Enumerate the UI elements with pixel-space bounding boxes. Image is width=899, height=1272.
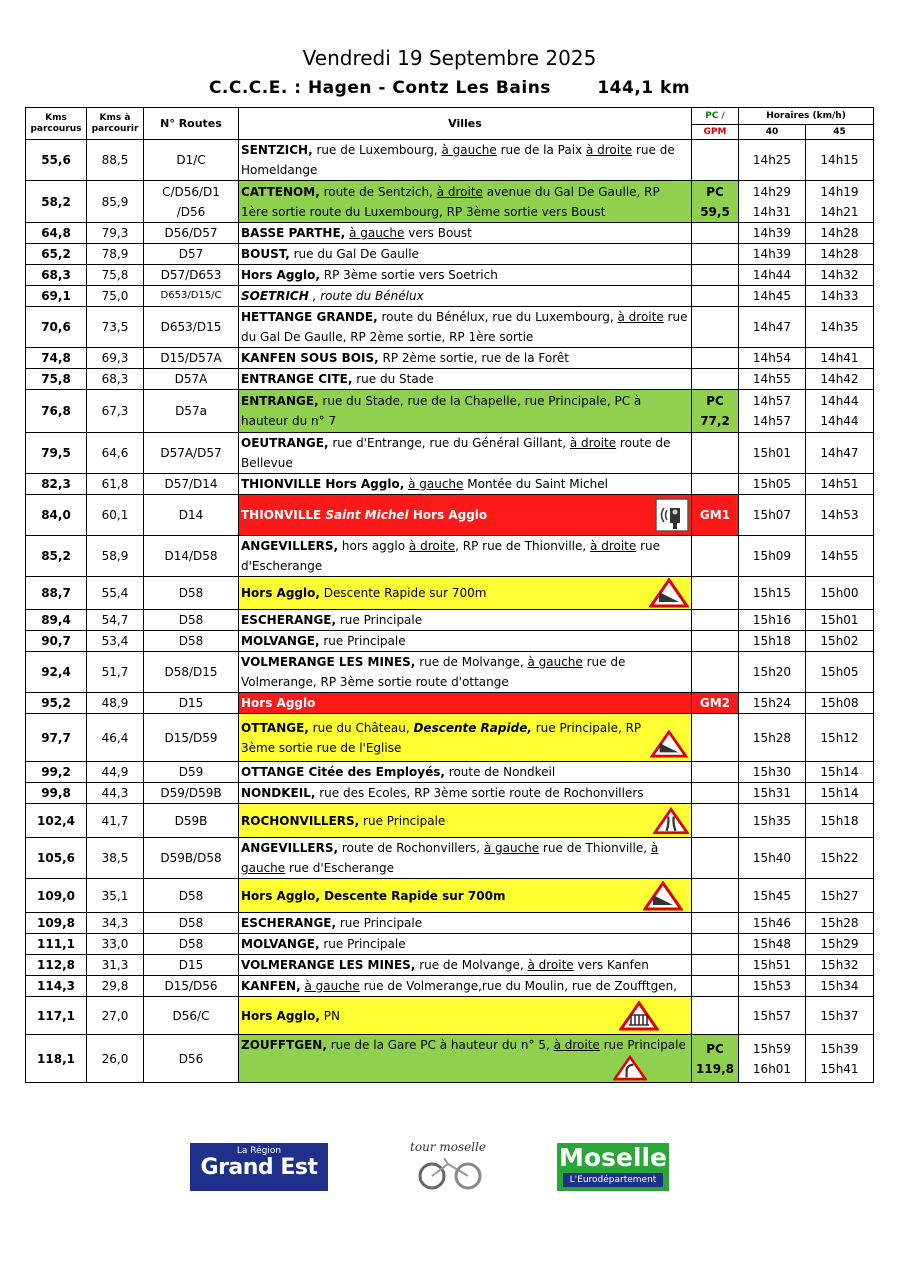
pc: [692, 307, 739, 348]
km-done: 70,6: [26, 307, 87, 348]
time-40: 15h01: [739, 433, 806, 474]
km-done: 90,7: [26, 631, 87, 652]
time-45: 14h55: [806, 536, 874, 577]
col-routes: N° Routes: [144, 108, 239, 140]
table-row: [26, 762, 874, 783]
time-40: 15h59 16h01: [739, 1035, 806, 1083]
col-villes: Villes: [239, 108, 692, 140]
km-left: 69,3: [87, 348, 144, 369]
time-45: 15h18: [806, 804, 874, 838]
pc: PC 77,2: [692, 390, 739, 433]
route: D57/D14: [144, 474, 239, 495]
km-left: 67,3: [87, 390, 144, 433]
route: D58/D15: [144, 652, 239, 693]
route: D59B: [144, 804, 239, 838]
ville: SOETRICH , route du Bénélux: [239, 286, 692, 307]
ville: MOLVANGE, rue Principale: [239, 934, 692, 955]
route: D15: [144, 955, 239, 976]
pc: [692, 244, 739, 265]
table-row: [26, 577, 874, 610]
km-left: 31,3: [87, 955, 144, 976]
route: D59/D59B: [144, 783, 239, 804]
pc: [692, 762, 739, 783]
col-kms-a-parcourir: Kms à parcourir: [87, 108, 144, 140]
time-40: 15h45: [739, 879, 806, 913]
level-crossing-sign-icon: [619, 1000, 659, 1032]
km-left: 58,9: [87, 536, 144, 577]
km-done: 99,8: [26, 783, 87, 804]
km-left: 41,7: [87, 804, 144, 838]
table-row: [26, 976, 874, 997]
pc: [692, 714, 739, 762]
table-row: [26, 879, 874, 913]
route: D58: [144, 577, 239, 610]
time-40: 14h44: [739, 265, 806, 286]
route: D57A: [144, 369, 239, 390]
table-row: [26, 286, 874, 307]
km-left: 55,4: [87, 577, 144, 610]
km-left: 44,3: [87, 783, 144, 804]
pc: [692, 223, 739, 244]
km-left: 64,6: [87, 433, 144, 474]
route: D15: [144, 693, 239, 714]
km-left: 73,5: [87, 307, 144, 348]
col-pc: PC /: [692, 108, 739, 125]
time-45: 15h28: [806, 913, 874, 934]
time-45: 15h37: [806, 997, 874, 1035]
ville: SENTZICH, rue de Luxembourg, à gauche rue de la Paix à droite rue de Homeldange: [239, 140, 692, 181]
pc: PC 59,5: [692, 181, 739, 223]
table-row: [26, 495, 874, 536]
pc: [692, 474, 739, 495]
pc: [692, 369, 739, 390]
ville: BASSE PARTHE, à gauche vers Boust: [239, 223, 692, 244]
km-done: 68,3: [26, 265, 87, 286]
time-40: 15h05: [739, 474, 806, 495]
ville: MOLVANGE, rue Principale: [239, 631, 692, 652]
route: D58: [144, 631, 239, 652]
table-row: [26, 474, 874, 495]
km-done: 55,6: [26, 140, 87, 181]
km-done: 82,3: [26, 474, 87, 495]
time-45: 14h35: [806, 307, 874, 348]
pc: [692, 286, 739, 307]
time-45: 14h41: [806, 348, 874, 369]
pc: PC 119,8: [692, 1035, 739, 1083]
time-40: 15h28: [739, 714, 806, 762]
pc: [692, 433, 739, 474]
col-gpm: GPM: [692, 125, 739, 140]
route-table: [25, 107, 874, 1083]
time-40: 15h35: [739, 804, 806, 838]
km-done: 88,7: [26, 577, 87, 610]
km-left: 29,8: [87, 976, 144, 997]
km-done: 75,8: [26, 369, 87, 390]
time-40: 15h40: [739, 838, 806, 879]
time-45: 14h19 14h21: [806, 181, 874, 223]
bicycle-icon: [398, 1154, 498, 1190]
table-row: [26, 140, 874, 181]
ville: HETTANGE GRANDE, route du Bénélux, rue du Luxembourg, à droite rue du Gal De Gaulle, RP 2ème sortie, RP 1ère sortie: [239, 307, 692, 348]
km-done: 111,1: [26, 934, 87, 955]
km-left: 34,3: [87, 913, 144, 934]
time-45: 15h29: [806, 934, 874, 955]
stage-title: [0, 78, 899, 98]
route: D59B/D58: [144, 838, 239, 879]
ville: Hors Agglo, Descente Rapide sur 700m: [239, 577, 692, 610]
ville: ESCHERANGE, rue Principale: [239, 913, 692, 934]
time-45: 15h12: [806, 714, 874, 762]
km-done: 92,4: [26, 652, 87, 693]
steep-descent-sign-icon: [649, 578, 689, 608]
time-45: 14h51: [806, 474, 874, 495]
time-45: 15h08: [806, 693, 874, 714]
km-done: 95,2: [26, 693, 87, 714]
km-done: 117,1: [26, 997, 87, 1035]
km-done: 114,3: [26, 976, 87, 997]
km-done: 76,8: [26, 390, 87, 433]
time-45: 15h32: [806, 955, 874, 976]
table-row: [26, 369, 874, 390]
ville: THIONVILLE Saint Michel Hors Agglo: [239, 495, 692, 536]
km-done: 65,2: [26, 244, 87, 265]
time-40: 15h18: [739, 631, 806, 652]
time-40: 14h47: [739, 307, 806, 348]
pc: GM1: [692, 495, 739, 536]
ville: VOLMERANGE LES MINES, rue de Molvange, à droite vers Kanfen: [239, 955, 692, 976]
table-row: [26, 244, 874, 265]
km-left: 68,3: [87, 369, 144, 390]
ville: ESCHERANGE, rue Principale: [239, 610, 692, 631]
km-left: 51,7: [87, 652, 144, 693]
table-row: [26, 223, 874, 244]
time-40: 15h07: [739, 495, 806, 536]
km-done: 85,2: [26, 536, 87, 577]
route: D15/D56: [144, 976, 239, 997]
km-done: 58,2: [26, 181, 87, 223]
route: D653/D15: [144, 307, 239, 348]
time-45: 15h02: [806, 631, 874, 652]
table-row: [26, 265, 874, 286]
route: D57: [144, 244, 239, 265]
route: D57a: [144, 390, 239, 433]
ville: THIONVILLE Hors Agglo, à gauche Montée du Saint Michel: [239, 474, 692, 495]
route: D59: [144, 762, 239, 783]
table-row: [26, 804, 874, 838]
km-done: 64,8: [26, 223, 87, 244]
stage-name: C.C.C.E. : Hagen - Contz Les Bains: [208, 78, 551, 98]
time-45: 14h33: [806, 286, 874, 307]
ville: ZOUFFTGEN, rue de la Gare PC à hauteur du n° 5, à droite rue Principale: [239, 1035, 692, 1083]
time-40: 15h20: [739, 652, 806, 693]
pc: [692, 631, 739, 652]
route: D56: [144, 1035, 239, 1083]
ville: OTTANGE Citée des Employés, route de Nondkeil: [239, 762, 692, 783]
tour-moselle-logo: tour moselle: [393, 1140, 503, 1196]
col-speed-45: 45: [806, 125, 874, 140]
km-done: 102,4: [26, 804, 87, 838]
table-row: [26, 838, 874, 879]
time-40: 14h39: [739, 244, 806, 265]
steep-descent-sign-icon: [649, 730, 689, 758]
time-45: 15h14: [806, 783, 874, 804]
time-40: 15h53: [739, 976, 806, 997]
route: D14: [144, 495, 239, 536]
ville: CATTENOM, route de Sentzich, à droite avenue du Gal De Gaulle, RP 1ère sortie route du Luxembourg, RP 3ème sortie vers Boust: [239, 181, 692, 223]
km-done: 105,6: [26, 838, 87, 879]
time-40: 14h39: [739, 223, 806, 244]
time-45: 15h22: [806, 838, 874, 879]
km-done: 69,1: [26, 286, 87, 307]
ville: NONDKEIL, rue des Ecoles, RP 3ème sortie route de Rochonvillers: [239, 783, 692, 804]
time-40: 15h57: [739, 997, 806, 1035]
ville: KANFEN, à gauche rue de Volmerange,rue du Moulin, rue de Zoufftgen,: [239, 976, 692, 997]
table-row: [26, 307, 874, 348]
km-done: 109,0: [26, 879, 87, 913]
ville: VOLMERANGE LES MINES, rue de Molvange, à gauche rue de Volmerange, RP 3ème sortie route d'ottange: [239, 652, 692, 693]
km-left: 60,1: [87, 495, 144, 536]
km-done: 84,0: [26, 495, 87, 536]
ville: BOUST, rue du Gal De Gaulle: [239, 244, 692, 265]
km-done: 89,4: [26, 610, 87, 631]
pc: [692, 140, 739, 181]
km-done: 112,8: [26, 955, 87, 976]
km-left: 33,0: [87, 934, 144, 955]
table-row: [26, 693, 874, 714]
time-45: 15h34: [806, 976, 874, 997]
pc: [692, 348, 739, 369]
route: D653/D15/C: [144, 286, 239, 307]
km-done: 118,1: [26, 1035, 87, 1083]
km-left: 53,4: [87, 631, 144, 652]
km-left: 35,1: [87, 879, 144, 913]
km-left: 75,0: [87, 286, 144, 307]
speed-camera-sign-icon: [655, 498, 689, 532]
km-done: 97,7: [26, 714, 87, 762]
table-row: [26, 652, 874, 693]
ville: Hors Agglo, Descente Rapide sur 700m: [239, 879, 692, 913]
route: D58: [144, 879, 239, 913]
pc: [692, 997, 739, 1035]
km-left: 46,4: [87, 714, 144, 762]
km-left: 75,8: [87, 265, 144, 286]
route: D15/D59: [144, 714, 239, 762]
route: D15/D57A: [144, 348, 239, 369]
route: D58: [144, 610, 239, 631]
pc: [692, 783, 739, 804]
pc: [692, 610, 739, 631]
time-40: 14h57 14h57: [739, 390, 806, 433]
pc: [692, 838, 739, 879]
table-row: [26, 610, 874, 631]
table-row: [26, 348, 874, 369]
km-left: 85,9: [87, 181, 144, 223]
time-45: 15h05: [806, 652, 874, 693]
table-row: [26, 631, 874, 652]
km-done: 74,8: [26, 348, 87, 369]
route: D57A/D57: [144, 433, 239, 474]
pc: [692, 804, 739, 838]
table-row: [26, 1035, 874, 1083]
narrow-road-sign-icon: [653, 806, 689, 836]
time-45: 14h32: [806, 265, 874, 286]
time-45: 14h44 14h44: [806, 390, 874, 433]
steep-descent-sign-icon: [643, 881, 683, 911]
km-left: 38,5: [87, 838, 144, 879]
route: D58: [144, 913, 239, 934]
time-40: 15h48: [739, 934, 806, 955]
dangerous-bend-sign-icon: [613, 1055, 647, 1081]
time-40: 14h25: [739, 140, 806, 181]
table-row: [26, 536, 874, 577]
ville: Hors Agglo: [239, 693, 692, 714]
pc: [692, 652, 739, 693]
time-40: 15h24: [739, 693, 806, 714]
time-45: 14h28: [806, 223, 874, 244]
km-left: 61,8: [87, 474, 144, 495]
time-45: 15h01: [806, 610, 874, 631]
pc: [692, 536, 739, 577]
time-40: 14h29 14h31: [739, 181, 806, 223]
km-left: 48,9: [87, 693, 144, 714]
time-40: 14h54: [739, 348, 806, 369]
time-40: 15h30: [739, 762, 806, 783]
route: D58: [144, 934, 239, 955]
route: D14/D58: [144, 536, 239, 577]
ville: OEUTRANGE, rue d'Entrange, rue du Général Gillant, à droite route de Bellevue: [239, 433, 692, 474]
time-45: 14h53: [806, 495, 874, 536]
route: D57/D653: [144, 265, 239, 286]
ville: ENTRANGE CITE, rue du Stade: [239, 369, 692, 390]
pc: [692, 934, 739, 955]
time-45: 14h15: [806, 140, 874, 181]
km-left: 44,9: [87, 762, 144, 783]
col-speed-40: 40: [739, 125, 806, 140]
time-45: 14h28: [806, 244, 874, 265]
time-40: 14h55: [739, 369, 806, 390]
km-left: 79,3: [87, 223, 144, 244]
table-row: [26, 913, 874, 934]
time-40: 15h15: [739, 577, 806, 610]
km-left: 27,0: [87, 997, 144, 1035]
km-done: 109,8: [26, 913, 87, 934]
ville: ROCHONVILLERS, rue Principale: [239, 804, 692, 838]
km-left: 78,9: [87, 244, 144, 265]
pc: [692, 577, 739, 610]
route: D56/C: [144, 997, 239, 1035]
table-row: [26, 714, 874, 762]
time-40: 15h51: [739, 955, 806, 976]
ville: OTTANGE, rue du Château, Descente Rapide, rue Principale, RP 3ème sortie rue de l'Eglise: [239, 714, 692, 762]
table-row: [26, 181, 874, 223]
pc: [692, 265, 739, 286]
ville: Hors Agglo, PN: [239, 997, 692, 1035]
grand-est-logo: La Région Grand Est: [190, 1143, 328, 1191]
col-kms-parcourus: Kms parcourus: [26, 108, 87, 140]
table-row: [26, 433, 874, 474]
ville: ENTRANGE, rue du Stade, rue de la Chapelle, rue Principale, PC à hauteur du n° 7: [239, 390, 692, 433]
col-horaires: Horaires (km/h): [739, 108, 874, 125]
moselle-logo: Moselle L'Eurodépartement: [557, 1143, 669, 1191]
ville: ANGEVILLERS, hors agglo à droite, RP rue de Thionville, à droite rue d'Escherange: [239, 536, 692, 577]
ville: ANGEVILLERS, route de Rochonvillers, à gauche rue de Thionville, à gauche rue d'Escherange: [239, 838, 692, 879]
time-45: 15h00: [806, 577, 874, 610]
pc: GM2: [692, 693, 739, 714]
pc: [692, 976, 739, 997]
route: C/D56/D1 /D56: [144, 181, 239, 223]
stage-distance: 144,1 km: [597, 78, 691, 98]
table-row: [26, 955, 874, 976]
pc: [692, 955, 739, 976]
time-40: 15h46: [739, 913, 806, 934]
table-row: [26, 934, 874, 955]
time-40: 15h31: [739, 783, 806, 804]
time-45: 15h14: [806, 762, 874, 783]
km-left: 54,7: [87, 610, 144, 631]
time-40: 14h45: [739, 286, 806, 307]
km-left: 88,5: [87, 140, 144, 181]
table-row: [26, 783, 874, 804]
route: D56/D57: [144, 223, 239, 244]
time-45: 14h42: [806, 369, 874, 390]
km-done: 79,5: [26, 433, 87, 474]
table-row: [26, 390, 874, 433]
km-left: 26,0: [87, 1035, 144, 1083]
table-row: [26, 997, 874, 1035]
pc: [692, 879, 739, 913]
time-40: 15h16: [739, 610, 806, 631]
route: D1/C: [144, 140, 239, 181]
time-45: 15h27: [806, 879, 874, 913]
km-done: 99,2: [26, 762, 87, 783]
page-title-date: Vendredi 19 Septembre 2025: [302, 46, 597, 70]
time-45: 15h39 15h41: [806, 1035, 874, 1083]
ville: KANFEN SOUS BOIS, RP 2ème sortie, rue de la Forêt: [239, 348, 692, 369]
time-40: 15h09: [739, 536, 806, 577]
time-45: 14h47: [806, 433, 874, 474]
pc: [692, 913, 739, 934]
ville: Hors Agglo, RP 3ème sortie vers Soetrich: [239, 265, 692, 286]
